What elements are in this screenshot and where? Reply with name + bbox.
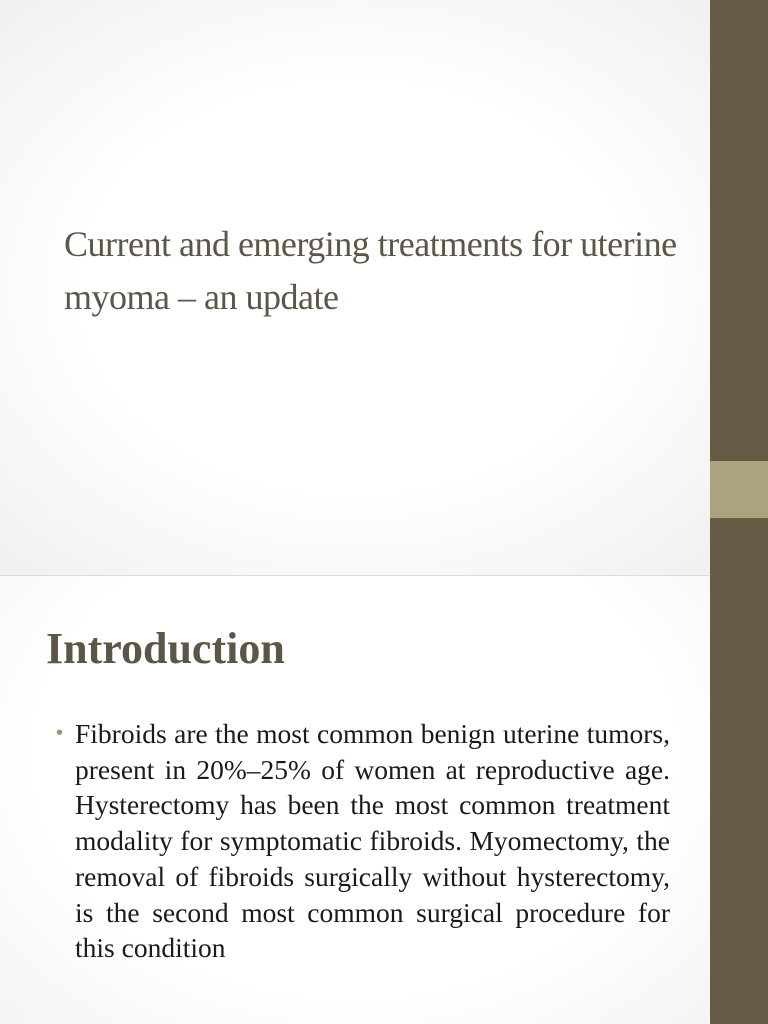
bullet-item <box>56 716 670 966</box>
sidebar-accent-block <box>710 461 768 518</box>
slide-heading: Introduction <box>46 624 285 673</box>
bullet-list <box>56 716 670 966</box>
bullet-text: Fibroids are the most common benign uterine tumors, present in 20%–25% of women at reproductive age. Hysterectomy has been the most common treatment modality for symptomatic fibroids. Myomectomy, the removal of fibroids surgically without hysterectomy, is the second most common surgical procedure for this condition <box>75 718 670 964</box>
slide-title: Current and emerging treatments for uterine myoma – an update <box>64 224 677 317</box>
bullet-dot-icon: • <box>56 722 64 744</box>
introduction-slide <box>0 576 710 1024</box>
